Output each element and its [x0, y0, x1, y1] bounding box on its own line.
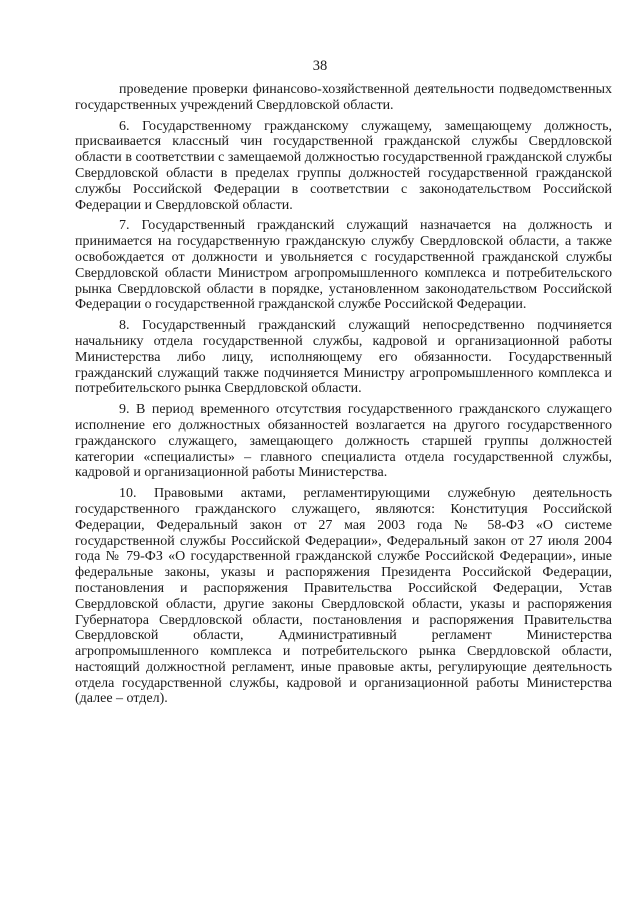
page-number: 38: [312, 58, 328, 74]
paragraph-item-7: 7. Государственный гражданский служащий назначается на должность и принимается на государственную гражданскую службу Свердловской области, а также освобождается от должности и увольняется с государственной гражданской службы Свердловской области Министром агропромышленного комплекса и потребительского рынка Свердловской области в порядке, установленном законодательством Российской Федерации о государственной гражданской службе Российской Федерации.: [75, 218, 612, 313]
paragraph-continuation: проведение проверки финансово-хозяйственной деятельности подведомственных государственных учреждений Свердловской области.: [75, 82, 612, 113]
paragraph-item-10: 10. Правовыми актами, регламентирующими служебную деятельность государственного гражданского служащего, являются: Конституция Российской Федерации, Федеральный закон от 27 мая 2003 года № 58-ФЗ «О системе государственной службы Российской Федерации», Федеральный закон от 27 июля 2004 года № 79-ФЗ «О государственной гражданской службе Российской Федерации», иные федеральные законы, указы и распоряжения Президента Российской Федерации, постановления и распоряжения Правительства Российской Федерации, Устав Свердловской области, другие законы Свердловской области, указы и распоряжения Губернатора Свердловской области, постановления и распоряжения Правительства Свердловской области, Административный регламент Министерства агропромышленного комплекса и потребительского рынка Свердловской области, настоящий должностной регламент, иные правовые акты, регулирующие деятельность отдела государственной службы, кадровой и организационной работы Министерства (далее – отдел).: [75, 486, 612, 707]
document-body: [75, 82, 612, 712]
paragraph-item-9: 9. В период временного отсутствия государственного гражданского служащего исполнение его должностных обязанностей возлагается на другого государственного гражданского служащего, замещающего должность старшей группы должностей категории «специалисты» – главного специалиста отдела государственной службы, кадровой и организационной работы Министерства.: [75, 402, 612, 481]
paragraph-item-8: 8. Государственный гражданский служащий непосредственно подчиняется начальнику отдела государственной службы, кадровой и организационной работы Министерства либо лицу, исполняющему его обязанности. Государственный гражданский служащий также подчиняется Министру агропромышленного комплекса и потребительского рынка Свердловской области.: [75, 318, 612, 397]
paragraph-item-6: 6. Государственному гражданскому служащему, замещающему должность, присваивается классный чин государственной гражданской службы Свердловской области в соответствии с замещаемой должностью государственной гражданской службы Свердловской области в пределах группы должностей государственной гражданской службы Российской Федерации в соответствии с законодательством Российской Федерации и Свердловской области.: [75, 118, 612, 213]
